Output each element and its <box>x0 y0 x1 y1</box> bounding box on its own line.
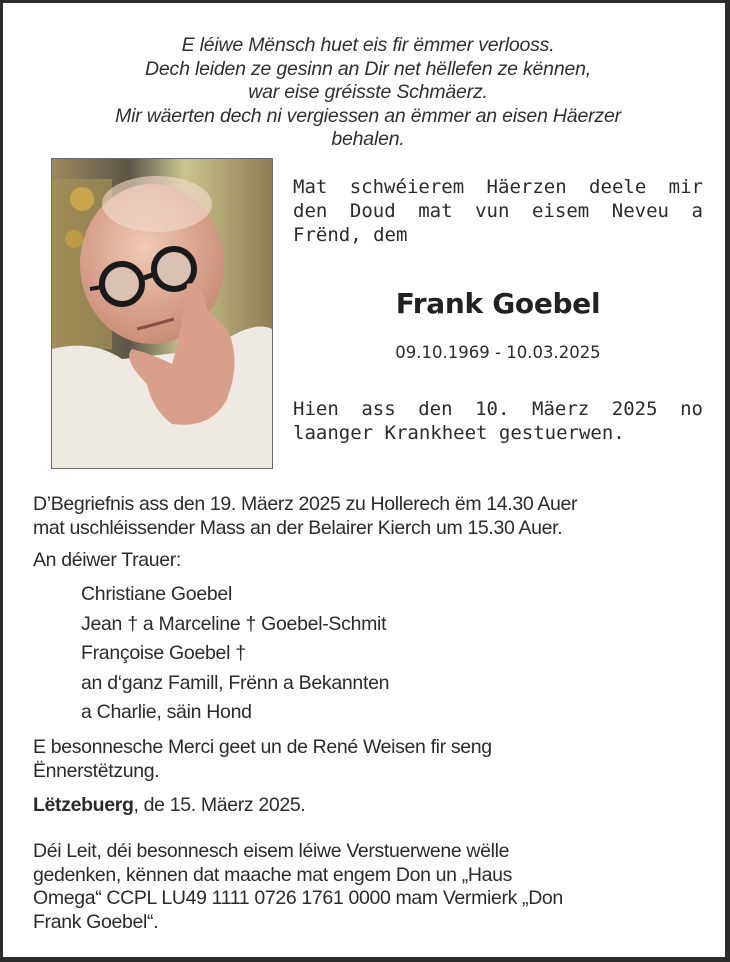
funeral-line: D’Begriefnis ass den 19. Mäerz 2025 zu Hollerech ëm 14.30 Auer <box>33 493 578 515</box>
deceased-name: Frank Goebel <box>395 287 601 320</box>
poem-line: war eise gréisste Schmäerz. <box>248 81 488 103</box>
notice-date: , de 15. Mäerz 2025. <box>133 794 306 816</box>
life-dates: 09.10.1969 - 10.03.2025 <box>395 343 601 362</box>
thanks-note <box>33 736 713 783</box>
thanks-line: E besonnesche Merci geet un de René Weisen fir seng <box>33 736 492 758</box>
funeral-line: mat uschléissender Mass an der Belairer Kierch um 15.30 Auer. <box>33 516 563 539</box>
intro-text: Mat schwéierem Häerzen deele mir den Doud mat vun eisem Neveu a Frënd, dem <box>293 176 703 246</box>
place-name: Lëtzebuerg <box>33 794 134 816</box>
mourner: Christiane Goebel <box>81 583 232 605</box>
portrait-photo <box>51 158 273 469</box>
funeral-info <box>33 493 713 540</box>
mourner: Françoise Goebel † <box>81 642 246 665</box>
place-date <box>33 794 713 818</box>
donation-line: Frank Goebel“. <box>33 910 159 933</box>
donation-note <box>33 840 713 934</box>
poem-line: Mir wäerten dech ni vergiessen an ëmmer an eisen Häerzer <box>115 104 621 127</box>
poem-line: behalen. <box>331 128 405 150</box>
mourner: an d‘ganz Famill, Frënn a Bekannten <box>81 671 390 694</box>
thanks-line: Ënnerstëtzung. <box>33 759 160 782</box>
poem-line: Dech leiden ze gesinn an Dir net hëllefen ze kënnen, <box>145 57 591 80</box>
poem-line: E léiwe Mënsch huet eis fir ëmmer verlooss. <box>181 34 555 56</box>
portrait-image <box>52 159 272 468</box>
memorial-poem <box>23 34 713 152</box>
mourners-list <box>81 580 681 728</box>
donation-line: gedenken, kënnen dat maache mat engem Don un „Haus <box>33 863 512 886</box>
mourner: Jean † a Marceline † Goebel-Schmit <box>81 612 387 635</box>
mourners-label: An déiwer Trauer: <box>33 549 181 571</box>
mourner: a Charlie, säin Hond <box>81 701 252 724</box>
donation-line: Déi Leit, déi besonnesch eisem léiwe Verstuerwene wëlle <box>33 840 510 862</box>
donation-line: Omega“ CCPL LU49 1111 0726 1761 0000 mam Vermierk „Don <box>33 887 563 909</box>
death-note: Hien ass den 10. Mäerz 2025 no laanger Krankheet gestuerwen. <box>293 398 703 444</box>
